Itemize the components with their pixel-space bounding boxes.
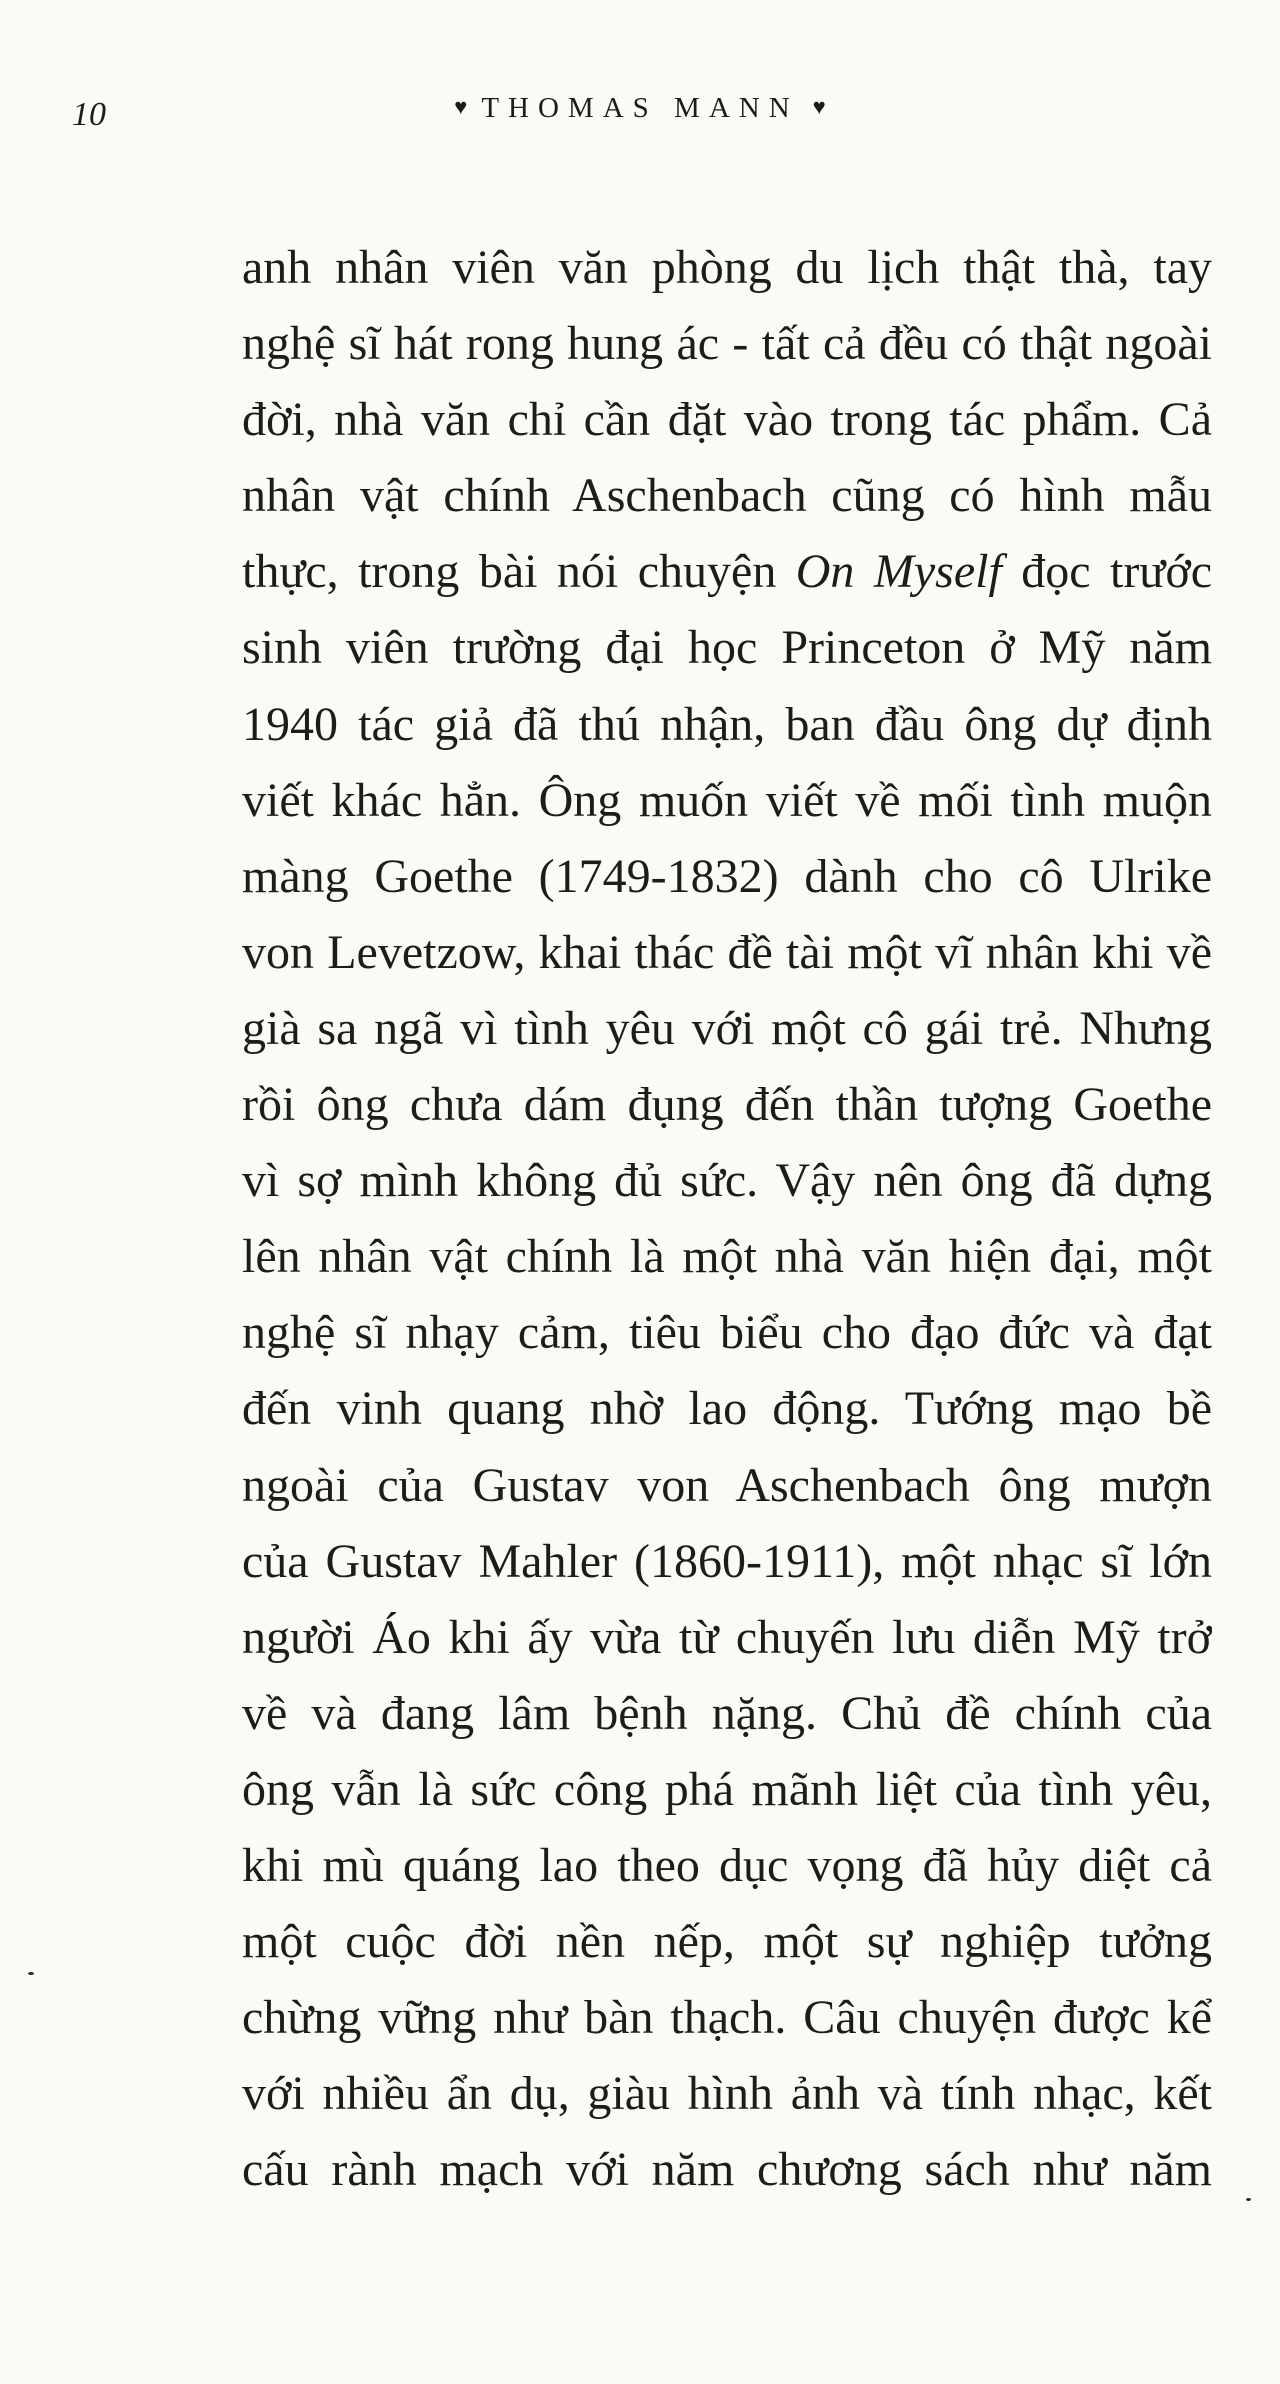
text-line: của Gustav Mahler (1860-1911), một nhạc sĩ lớn <box>242 1534 1212 1588</box>
text-line: anh nhân viên văn phòng du lịch thật thà, tay <box>242 241 1212 294</box>
text-line: màng Goethe (1749-1832) dành cho cô Ulrike <box>242 849 1212 903</box>
text-line: già sa ngã vì tình yêu với một cô gái trẻ. Nhưng <box>242 1001 1212 1055</box>
text-line: viết khác hẳn. Ông muốn viết về mối tình muộn <box>242 773 1212 827</box>
heart-ornament-right-icon: ♥ <box>812 94 826 119</box>
text-line: von Levetzow, khai thác đề tài một vĩ nhân khi về <box>242 925 1212 979</box>
text-line: ngoài của Gustav von Aschenbach ông mượn <box>242 1458 1212 1512</box>
text-line: rồi ông chưa dám đụng đến thần tượng Goethe <box>242 1078 1212 1132</box>
heart-ornament-left-icon: ♥ <box>454 94 468 119</box>
text-line: với nhiều ẩn dụ, giàu hình ảnh và tính nhạc, kết <box>242 2067 1212 2121</box>
running-title: THOMAS MANN <box>481 92 799 124</box>
text-line: người Áo khi ấy vừa từ chuyến lưu diễn Mỹ trở <box>242 1610 1212 1664</box>
text-line: một cuộc đời nền nếp, một sự nghiệp tưởng <box>242 1915 1212 1969</box>
margin-speck <box>28 1972 34 1975</box>
text-line <box>242 534 1212 610</box>
margin-speck <box>1246 2198 1251 2201</box>
body-text <box>242 230 1212 2208</box>
text-line: lên nhân vật chính là một nhà văn hiện đại, một <box>242 1230 1212 1284</box>
book-title-italic: On Myself <box>795 545 1002 599</box>
text-line: vì sợ mình không đủ sức. Vậy nên ông đã dựng <box>242 1154 1212 1208</box>
text-line: đời, nhà văn chỉ cần đặt vào trong tác phẩm. Cả <box>242 393 1212 447</box>
text-line: khi mù quáng lao theo dục vọng đã hủy diệt cả <box>242 1838 1212 1892</box>
page-number: 10 <box>72 96 106 133</box>
text-line: cấu rành mạch với năm chương sách như năm <box>242 2143 1212 2197</box>
running-header <box>0 94 1280 123</box>
text-line: 1940 tác giả đã thú nhận, ban đầu ông dự định <box>242 697 1212 751</box>
text-segment: thực, trong bài nói chuyện <box>242 545 796 599</box>
text-line: nhân vật chính Aschenbach cũng có hình mẫu <box>242 469 1212 523</box>
text-line: chừng vững như bàn thạch. Câu chuyện được kể <box>242 1991 1212 2045</box>
text-line: sinh viên trường đại học Princeton ở Mỹ năm <box>242 621 1212 675</box>
text-line: nghệ sĩ nhạy cảm, tiêu biểu cho đạo đức và đạt <box>242 1306 1212 1360</box>
text-line: đến vinh quang nhờ lao động. Tướng mạo bề <box>242 1382 1212 1436</box>
text-line: về và đang lâm bệnh nặng. Chủ đề chính của <box>242 1686 1212 1740</box>
text-line: nghệ sĩ hát rong hung ác - tất cả đều có thật ngoài <box>242 317 1212 371</box>
text-segment: đọc trước <box>1001 545 1212 599</box>
text-line: ông vẫn là sức công phá mãnh liệt của tình yêu, <box>242 1762 1212 1816</box>
